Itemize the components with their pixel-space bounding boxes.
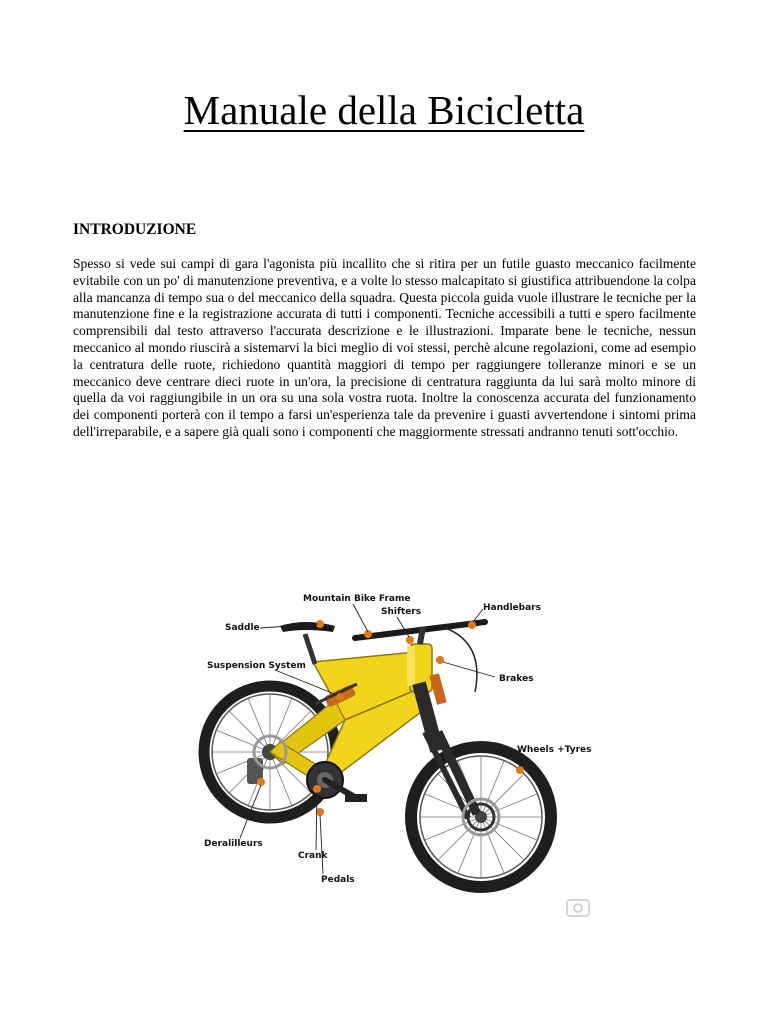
label-mountain-bike-frame: Mountain Bike Frame [303,594,411,604]
label-brakes: Brakes [499,674,534,684]
section-heading: INTRODUZIONE [73,221,197,238]
label-shifters: Shifters [381,607,422,617]
document-title: Manuale della Bicicletta [183,87,585,133]
bicycle-diagram [185,582,605,927]
label-pedals: Pedals [321,875,355,885]
saddle [280,622,335,664]
label-wheels-tyres: Wheels +Tyres [517,745,592,755]
intro-paragraph: Spesso si vede sui campi di gara l'agonista più incallito che si ritira per un futile guasto meccanico facilmente evitabile con un po' di manutenzione preventiva, e a volte lo stesso malcapitato si giustifica attribuendone la colpa alla mancanza di tempo sua o del meccanico della squadra. Questa piccola guida vuole illustrare le tecniche per la manutenzione fine e la registrazione accurata di tutti i componenti. Tecniche accessibili a tutti e spero facilmente comprensibili dal testo attraverso l'accurata descrizione e le illustrazioni. Imparate bene le tecniche, nessun meccanico al mondo riuscirà a sistemarvi la bici meglio di voi stessi, perchè alcune regolazioni, come ad esempio la centratura delle ruote, richiedono quantità maggiori di tempo per raggiungere tolleranze minori e se un meccanico deve centrare dieci ruote in un'ora, la precisione di centratura raggiunta da lui sarà molto minore di quella da voi raggiungibile in un ora su una sola vostra ruota. Inoltre la conoscenza accurata del funzionamento dei componenti porterà con il tempo a farsi un'esperienza tale da prevenire i guasti avvertendone i sintomi prima dell'irreparabile, e a sapere già quali sono i componenti che maggiormente stressati andranno tenuti sott'occhio. [73,256,696,439]
label-crank: Crank [298,851,328,861]
label-saddle: Saddle [225,623,260,633]
label-derailleurs: Deralilleurs [204,839,263,849]
label-handlebars: Handlebars [483,603,541,613]
camera-watermark-icon [567,900,589,916]
bicycle-illustration [185,582,605,927]
front-wheel [411,747,551,887]
label-suspension-system: Suspension System [207,661,306,671]
